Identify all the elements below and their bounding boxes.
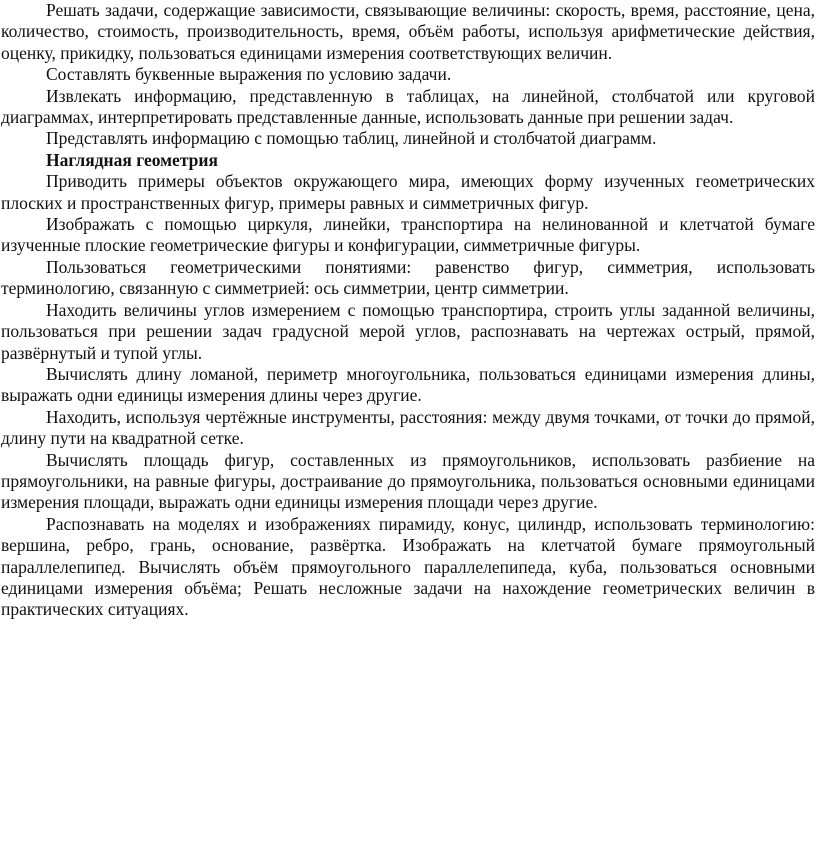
section-heading-visual-geometry: Наглядная геометрия [46,149,218,170]
paragraph-distances: Находить, используя чертёжные инструменты, расстояния: между двумя точками, от точки до прямой, длину пути на квадратной сетке. [1,406,815,449]
paragraph-object-examples: Приводить примеры объектов окружающего мира, имеющих форму изученных геометрических плоских и пространственных фигур, примеры равных и симметричных фигур. [1,171,815,213]
paragraph-word-problems: Решать задачи, содержащие зависимости, связывающие величины: скорость, время, расстояние, цена, количество, стоимость, производительность, время, объём работы, используя арифметические действия, оценку, прикидку, пользоваться единицами измерения соответствующих величин. [1,0,815,63]
paragraph-letter-expressions: Составлять буквенные выражения по условию задачи. [46,64,452,85]
paragraph-angles: Находить величины углов измерением с помощью транспортира, строить углы заданной величины, пользоваться при решении задач градусной мерой углов, распознавать на чертежах острый, прямой, развёрнутый и тупой углы. [1,299,815,363]
paragraph-solids-volume: Распознавать на моделях и изображениях пирамиду, конус, цилиндр, использовать терминологию: вершина, ребро, грань, основание, развёртка. Изображать на клетчатой бумаге прямоугольный параллелепипед. Вычислять объём прямоугольного параллелепипеда, куба, пользоваться основными единицами измерения объёма; Решать несложные задачи на нахождение геометрических величин в практических ситуациях. [1,513,815,620]
paragraph-area: Вычислять площадь фигур, составленных из прямоугольников, использовать разбиение на прямоугольники, на равные фигуры, достраивание до прямоугольника, пользоваться основными единицами измерения площади, выражать одни единицы измерения площади через другие. [1,449,815,513]
paragraph-geometric-concepts: Пользоваться геометрическими понятиями: равенство фигур, симметрия, использовать терминологию, связанную с симметрией: ось симметрии, центр симметрии. [1,256,815,299]
paragraph-draw-figures: Изображать с помощью циркуля, линейки, транспортира на нелинованной и клетчатой бумаге изученные плоские геометрические фигуры и конфигурации, симметричные фигуры. [1,214,815,256]
paragraph-polyline-length: Вычислять длину ломаной, периметр многоугольника, пользоваться единицами измерения длины, выражать одни единицы измерения длины через другие. [1,363,815,406]
paragraph-extract-information: Извлекать информацию, представленную в таблицах, на линейной, столбчатой или круговой диаграммах, интерпретировать представленные данные, использовать данные при решении задач. [1,85,815,128]
paragraph-present-information: Представлять информацию с помощью таблиц, линейной и столбчатой диаграмм. [46,128,657,149]
